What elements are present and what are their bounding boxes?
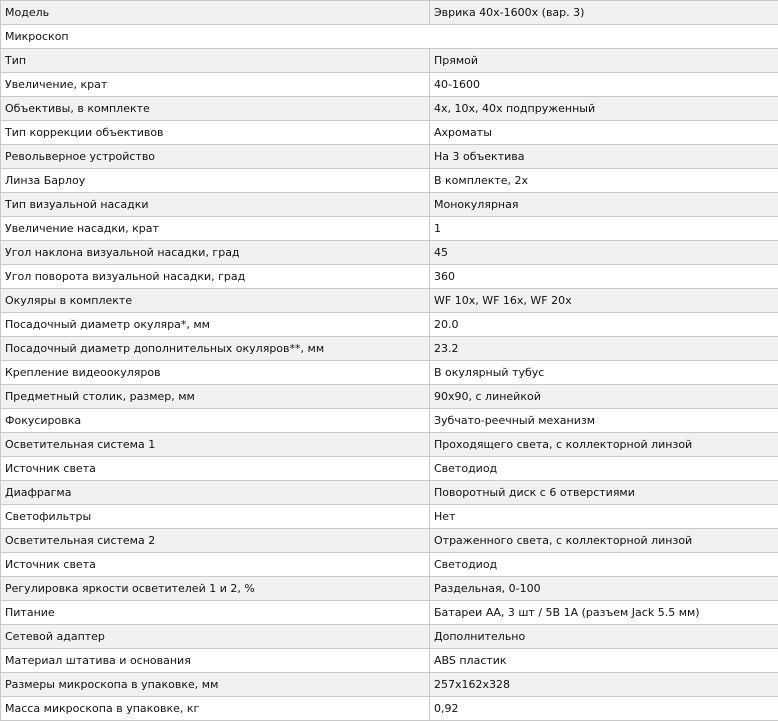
section-row bbox=[1, 25, 778, 49]
table-row bbox=[1, 505, 778, 529]
spec-value: Поворотный диск с 6 отверстиями bbox=[430, 481, 778, 505]
table-row bbox=[1, 121, 778, 145]
table-row bbox=[1, 481, 778, 505]
table-row bbox=[1, 433, 778, 457]
header-value: Эврика 40х-1600х (вар. 3) bbox=[430, 1, 778, 25]
table-row bbox=[1, 409, 778, 433]
table-row bbox=[1, 217, 778, 241]
spec-label: Тип визуальной насадки bbox=[1, 193, 430, 217]
spec-label: Осветительная система 1 bbox=[1, 433, 430, 457]
spec-label: Сетевой адаптер bbox=[1, 625, 430, 649]
spec-value: ABS пластик bbox=[430, 649, 778, 673]
spec-value: Монокулярная bbox=[430, 193, 778, 217]
table-row bbox=[1, 289, 778, 313]
spec-label: Масса микроскопа в упаковке, кг bbox=[1, 697, 430, 721]
spec-label: Объективы, в комплекте bbox=[1, 97, 430, 121]
spec-value: В комплекте, 2х bbox=[430, 169, 778, 193]
spec-value: Раздельная, 0-100 bbox=[430, 577, 778, 601]
spec-value: 1 bbox=[430, 217, 778, 241]
table-row bbox=[1, 49, 778, 73]
table-row bbox=[1, 97, 778, 121]
spec-label: Фокусировка bbox=[1, 409, 430, 433]
header-row bbox=[1, 1, 778, 25]
specs-table-body bbox=[1, 1, 778, 721]
spec-value: 20.0 bbox=[430, 313, 778, 337]
spec-value: 257x162x328 bbox=[430, 673, 778, 697]
spec-label: Крепление видеоокуляров bbox=[1, 361, 430, 385]
spec-label: Диафрагма bbox=[1, 481, 430, 505]
spec-label: Угол поворота визуальной насадки, град bbox=[1, 265, 430, 289]
spec-value: Зубчато-реечный механизм bbox=[430, 409, 778, 433]
spec-value: 40-1600 bbox=[430, 73, 778, 97]
spec-label: Источник света bbox=[1, 553, 430, 577]
table-row bbox=[1, 601, 778, 625]
spec-value: Ахроматы bbox=[430, 121, 778, 145]
spec-label: Светофильтры bbox=[1, 505, 430, 529]
spec-value: Батареи АА, 3 шт / 5В 1А (разъем Jack 5.5 мм) bbox=[430, 601, 778, 625]
spec-label: Источник света bbox=[1, 457, 430, 481]
table-row bbox=[1, 553, 778, 577]
spec-value: Нет bbox=[430, 505, 778, 529]
spec-label: Материал штатива и основания bbox=[1, 649, 430, 673]
spec-value: WF 10x, WF 16x, WF 20x bbox=[430, 289, 778, 313]
spec-label: Угол наклона визуальной насадки, град bbox=[1, 241, 430, 265]
spec-value: 4х, 10х, 40х подпруженный bbox=[430, 97, 778, 121]
table-row bbox=[1, 193, 778, 217]
spec-label: Револьверное устройство bbox=[1, 145, 430, 169]
spec-value: Проходящего света, с коллекторной линзой bbox=[430, 433, 778, 457]
spec-value: 45 bbox=[430, 241, 778, 265]
table-row bbox=[1, 649, 778, 673]
spec-label: Линза Барлоу bbox=[1, 169, 430, 193]
table-row bbox=[1, 169, 778, 193]
table-row bbox=[1, 145, 778, 169]
spec-value: 23.2 bbox=[430, 337, 778, 361]
table-row bbox=[1, 361, 778, 385]
spec-value: 90х90, с линейкой bbox=[430, 385, 778, 409]
spec-label: Размеры микроскопа в упаковке, мм bbox=[1, 673, 430, 697]
header-label: Модель bbox=[1, 1, 430, 25]
table-row bbox=[1, 337, 778, 361]
spec-label: Регулировка яркости осветителей 1 и 2, % bbox=[1, 577, 430, 601]
spec-label: Осветительная система 2 bbox=[1, 529, 430, 553]
spec-label: Посадочный диаметр окуляра*, мм bbox=[1, 313, 430, 337]
spec-label: Предметный столик, размер, мм bbox=[1, 385, 430, 409]
table-row bbox=[1, 265, 778, 289]
spec-label: Увеличение, крат bbox=[1, 73, 430, 97]
table-row bbox=[1, 241, 778, 265]
spec-label: Посадочный диаметр дополнительных окуляров**, мм bbox=[1, 337, 430, 361]
spec-value: 0,92 bbox=[430, 697, 778, 721]
table-row bbox=[1, 625, 778, 649]
spec-value: Прямой bbox=[430, 49, 778, 73]
table-row bbox=[1, 577, 778, 601]
spec-value: Отраженного света, с коллекторной линзой bbox=[430, 529, 778, 553]
table-row bbox=[1, 673, 778, 697]
spec-value: Дополнительно bbox=[430, 625, 778, 649]
spec-label: Окуляры в комплекте bbox=[1, 289, 430, 313]
spec-label: Тип коррекции объективов bbox=[1, 121, 430, 145]
table-row bbox=[1, 457, 778, 481]
spec-value: Светодиод bbox=[430, 457, 778, 481]
table-row bbox=[1, 385, 778, 409]
spec-label: Тип bbox=[1, 49, 430, 73]
table-row bbox=[1, 697, 778, 721]
table-row bbox=[1, 313, 778, 337]
spec-value: Светодиод bbox=[430, 553, 778, 577]
spec-label: Увеличение насадки, крат bbox=[1, 217, 430, 241]
section-title: Микроскоп bbox=[1, 25, 778, 49]
spec-value: 360 bbox=[430, 265, 778, 289]
spec-value: На 3 объектива bbox=[430, 145, 778, 169]
table-row bbox=[1, 529, 778, 553]
spec-value: В окулярный тубус bbox=[430, 361, 778, 385]
spec-label: Питание bbox=[1, 601, 430, 625]
table-row bbox=[1, 73, 778, 97]
